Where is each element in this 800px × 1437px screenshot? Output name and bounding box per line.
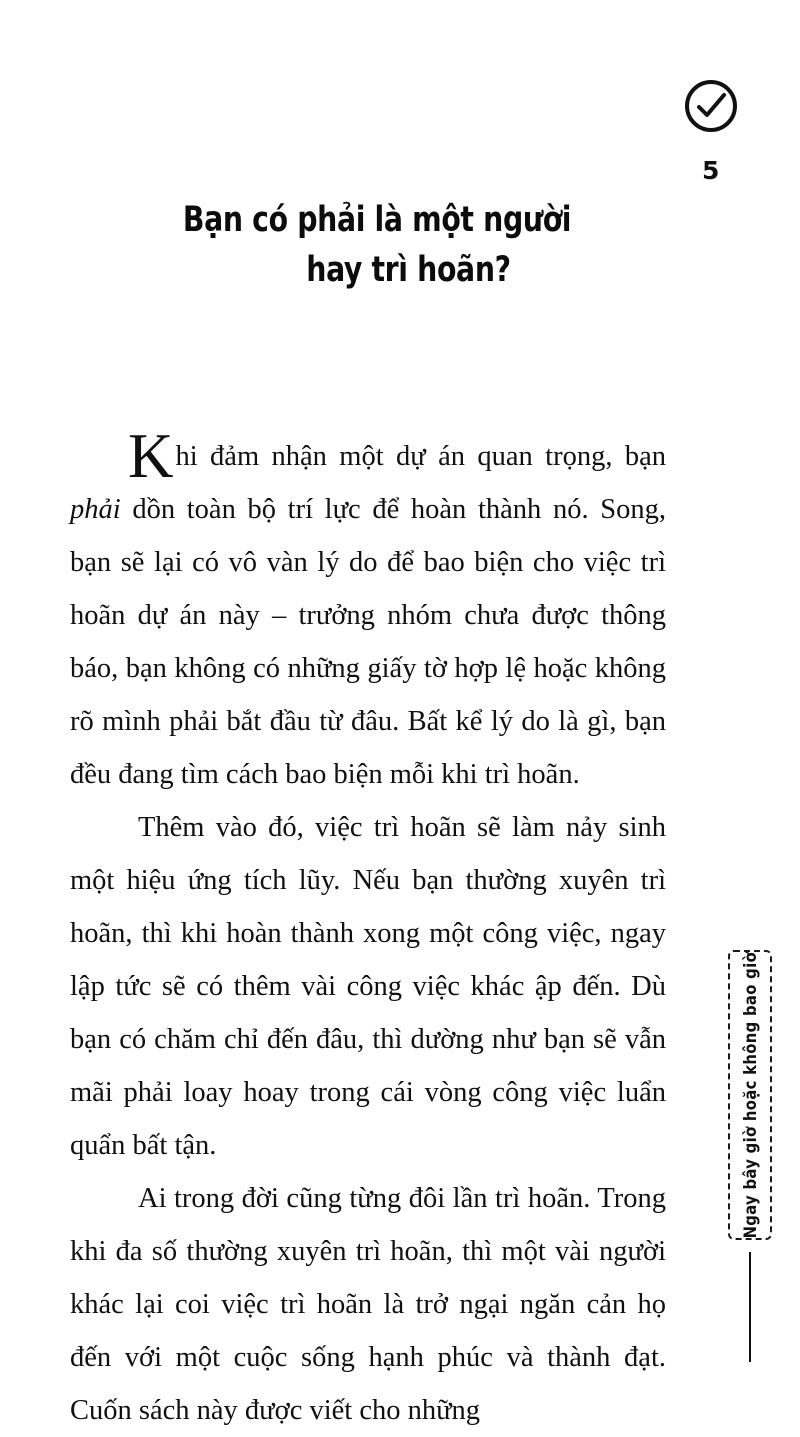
page-title (103, 196, 652, 295)
chapter-mark (680, 78, 742, 185)
running-title-tab (728, 950, 772, 1240)
paragraph-1 (70, 421, 666, 801)
drop-cap: K (128, 421, 174, 491)
page-title-line-2: hay trì hoãn? (306, 249, 511, 290)
body-text (70, 421, 666, 1437)
checkmark-circle-icon (683, 78, 739, 134)
page-title-line-1: Bạn có phải là một người (182, 200, 572, 240)
paragraph-1-tail: dồn toàn bộ trí lực để hoàn thành nó. Song, bạn sẽ lại có vô vàn lý do để bao biện cho việc trì hoãn dự án này – trưởng nhóm chưa được thông báo, bạn không có những giấy tờ hợp lệ hoặc không rõ mình phải bắt đầu từ đâu. Bất kể lý do là gì, bạn đều đang tìm cách bao biện mỗi khi trì hoãn. (70, 494, 666, 790)
paragraph-1-emphasis: phải (70, 494, 121, 525)
paragraph-1-lead: hi đảm nhận một dự án quan trọng, bạn (175, 441, 666, 472)
running-title-label: Ngay bây giờ hoặc không bao giờ (740, 951, 760, 1239)
paragraph-2: Thêm vào đó, việc trì hoãn sẽ làm nảy sinh một hiệu ứng tích lũy. Nếu bạn thường xuyên trì hoãn, thì khi hoàn thành xong một công việc, ngay lập tức sẽ có thêm vài công việc khác ập đến. Dù bạn có chăm chỉ đến đâu, thì dường như bạn sẽ vẫn mãi phải loay hoay trong cái vòng công việc luẩn quẩn bất tận. (70, 812, 666, 1161)
paragraph-3: Ai trong đời cũng từng đôi lần trì hoãn. Trong khi đa số thường xuyên trì hoãn, thì một vài người khác lại coi việc trì hoãn là trở ngại ngăn cản họ đến với một cuộc sống hạnh phúc và thành đạt. Cuốn sách này được viết cho những (70, 1183, 666, 1426)
page-number: 5 (702, 156, 720, 185)
side-rule (749, 1252, 751, 1362)
